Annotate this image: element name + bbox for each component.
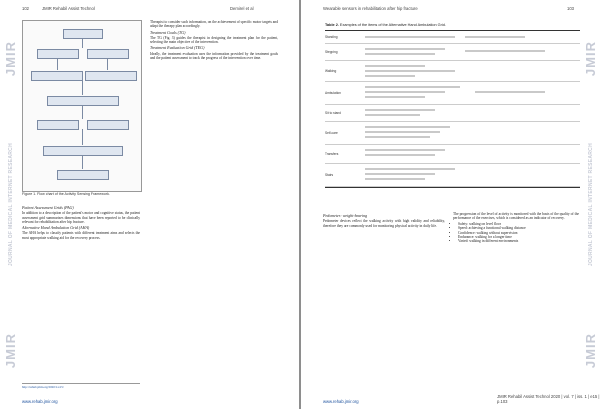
- table-row: [325, 61, 580, 82]
- footer-url[interactable]: www.rehab.jmir.org: [22, 399, 58, 404]
- band-title: JMIR: [2, 41, 18, 77]
- table-row-label: Walking: [325, 69, 337, 73]
- journal-band-right: [583, 8, 597, 401]
- left-column-text: [22, 204, 140, 242]
- right-column-text: [150, 20, 278, 62]
- footer-url-right[interactable]: www.rehab.jmir.org: [323, 399, 359, 404]
- paragraph-aha: The AHA helps to classify patients with different treatment aims and selects the most appropriate walking aid for the recovery process.: [22, 231, 140, 240]
- paragraph-tg: The TG (Fig. 3) guides the therapist in designing the treatment plan for the patient, selecting the main objective of the intervention.: [150, 35, 278, 45]
- band-title-right-2: JMIR: [582, 332, 598, 368]
- table-row: [325, 164, 580, 187]
- section-heading-tg: Treatment Goals (TG): [150, 29, 186, 35]
- right-page-left-column: [323, 212, 445, 229]
- left-page: [0, 0, 299, 409]
- table-row: [325, 105, 580, 122]
- list-item: • Varied: walking in different environments: [458, 239, 579, 243]
- table-row: [325, 31, 580, 44]
- table-row-label: Stairs: [325, 173, 334, 177]
- band-subtitle: JOURNAL OF MEDICAL INTERNET RESEARCH: [7, 142, 14, 267]
- table-row-label: Ambulation: [325, 91, 341, 95]
- table-caption-text: Examples of the items of the Alternative Hand Ambulation Grid.: [339, 23, 446, 27]
- table-row: [325, 44, 580, 61]
- table-row: [325, 82, 580, 105]
- list-item: • Speed: achieving a functional walking distance: [458, 226, 579, 230]
- band-subtitle-right: JOURNAL OF MEDICAL INTERNET RESEARCH: [587, 142, 594, 267]
- paragraph-therapist: Therapist to consider such information, on the achievement of specific motor targets and adapt the therapy plan accordingly.: [150, 20, 278, 29]
- paragraph-teg: Ideally, the treatment evaluation uses the information provided by the treatment goals and the patient assessment to track the progress of the intervention over time.: [150, 51, 278, 61]
- table-row-label: Sit to stand: [325, 111, 341, 115]
- table-title: Table 2.: [325, 23, 339, 27]
- footnote-link[interactable]: http://rehab.jmir.org/2020/1/e15/: [22, 383, 140, 389]
- list-item: • Endurance: walking for a longer time: [458, 235, 579, 239]
- band-title-right: JMIR: [582, 41, 598, 77]
- running-title: Wearable sensors in rehabilitation after hip fracture: [323, 6, 418, 11]
- table-row-label: Transfers: [325, 152, 339, 156]
- table-row-label: Stepping: [325, 50, 338, 54]
- right-page: [301, 0, 600, 409]
- table-caption: [325, 23, 580, 27]
- section-heading-aha: Alternative Hand Ambulation Grid (AHA): [22, 225, 90, 231]
- right-page-right-column: [453, 212, 579, 246]
- journal-band: [3, 8, 17, 401]
- table-row: [325, 122, 580, 145]
- criteria-list: [453, 222, 579, 243]
- paragraph-pedometer: Pedometer devices reflect the walking activity with high validity and reliability, therefore they are commonly used for monitoring physical activity in daily life.: [323, 219, 445, 228]
- journal-header: JMIR Rehabil Assist Technol: [42, 6, 95, 11]
- table-row-label: Self-care: [325, 131, 338, 135]
- section-heading-pag: Patient Assessment Grids (PAG): [22, 205, 74, 210]
- footer-citation: JMIR Rehabil Assist Technol 2020 | vol. 7 | iss. 1 | e15 | p.103: [497, 394, 600, 404]
- section-heading-teg: Treatment Evaluation Grid (TEG): [150, 45, 205, 51]
- paragraph-pag: In addition to a description of the patient's motor and cognitive status, the patient assessment grid summarizes dimensions that have been reported to be clinically relevant for rehabilitation after hip fracture.: [22, 211, 140, 224]
- items-table: [325, 30, 580, 188]
- page-number-right: 103: [567, 6, 574, 11]
- figure-caption: Figure 1. Flow chart of the Activity Sensing Framework.: [22, 192, 110, 196]
- page-number: 102: [22, 6, 29, 11]
- table-row: [325, 145, 580, 164]
- band-title-2: JMIR: [2, 332, 18, 368]
- list-item: • Confidence: walking without supervision: [458, 231, 579, 235]
- table-row-label: Standing: [325, 35, 338, 39]
- author-header: Demirel et al: [230, 6, 254, 11]
- section-heading-pedometer: Pedometer: weight-bearing: [323, 213, 368, 218]
- flowchart-figure: [22, 20, 142, 192]
- paragraph-progression: The progression of the level of activity is monitored with the basis of the quality of the performance of the exercises, which is considered as an indicator of recovery.: [453, 212, 579, 221]
- list-item: • Safety: walking on level floor: [458, 222, 579, 226]
